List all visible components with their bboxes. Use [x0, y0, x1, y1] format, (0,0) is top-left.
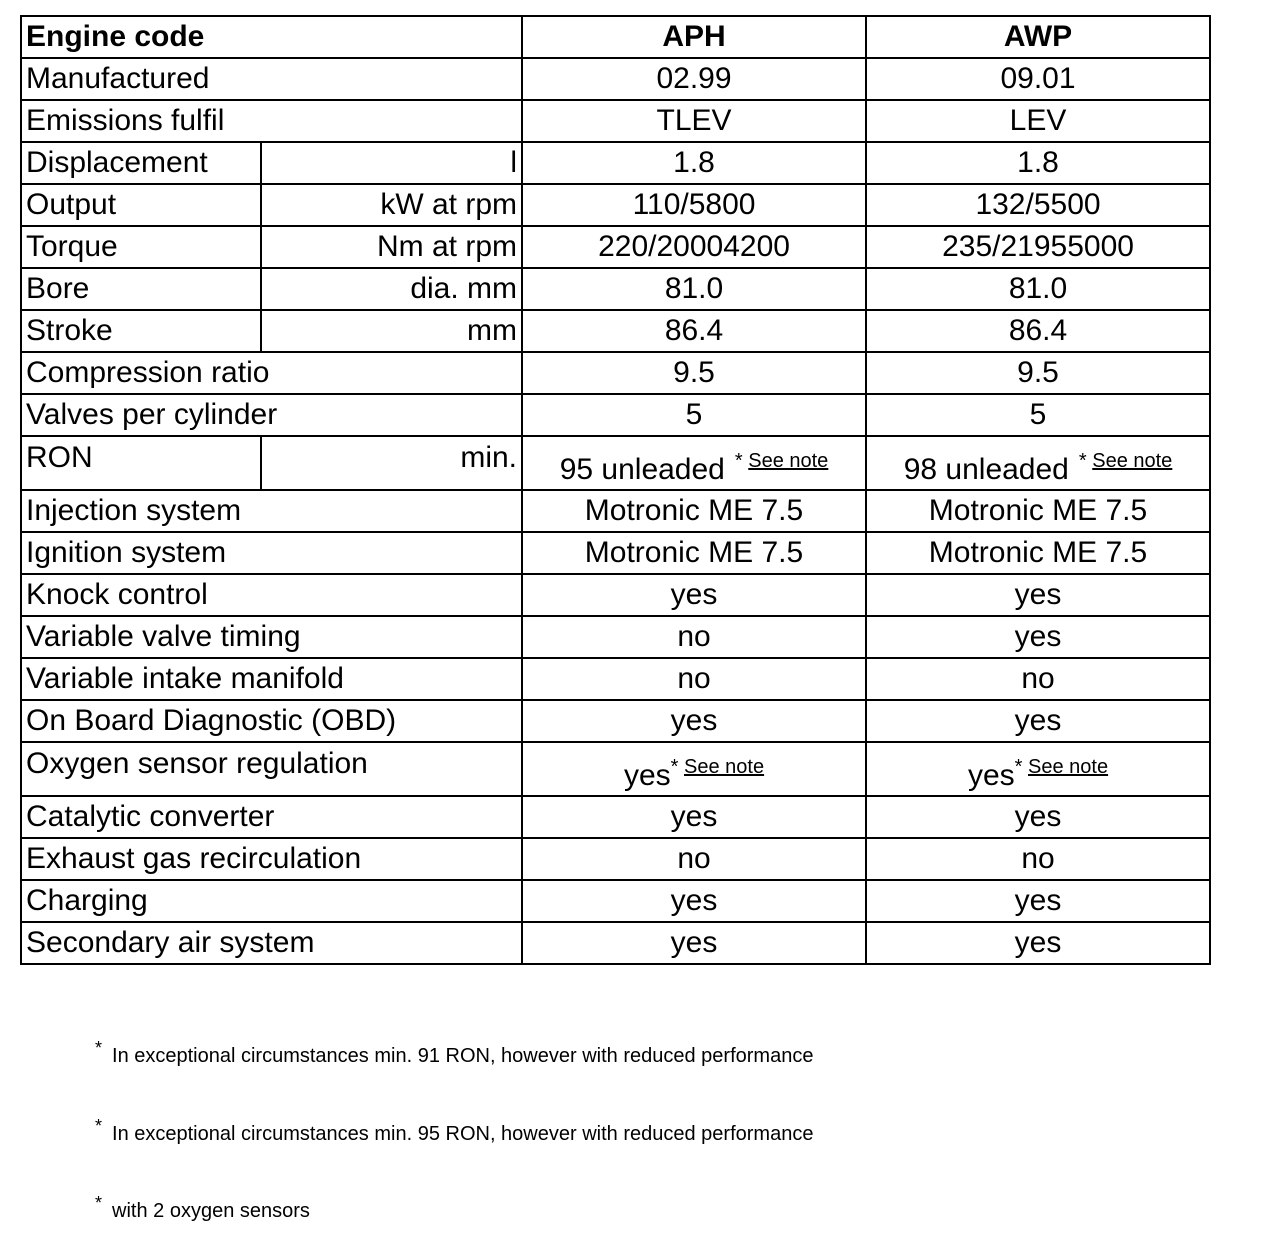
footnote-1: [95, 1038, 814, 1068]
value-text: yes: [967, 759, 1015, 792]
row-label: Secondary air system: [21, 922, 522, 964]
row-label: Charging: [21, 880, 522, 922]
value-awp: yes: [866, 574, 1210, 616]
value-awp: no: [866, 838, 1210, 880]
value-awp: 132/5500: [866, 184, 1210, 226]
table-row: [21, 100, 1210, 142]
note-reference: [1079, 450, 1172, 472]
row-label: Knock control: [21, 574, 522, 616]
value-awp: yes: [866, 796, 1210, 838]
value-aph: 86.4: [522, 310, 866, 352]
row-label: Output: [21, 184, 261, 226]
value-awp: yes: [866, 616, 1210, 658]
row-label: Compression ratio: [21, 352, 522, 394]
value-awp: 09.01: [866, 58, 1210, 100]
row-label: Displacement: [21, 142, 261, 184]
value-awp: yes: [866, 880, 1210, 922]
row-label: Stroke: [21, 310, 261, 352]
row-label: On Board Diagnostic (OBD): [21, 700, 522, 742]
header-label: Engine code: [21, 16, 522, 58]
value-awp: 81.0: [866, 268, 1210, 310]
row-label: Bore: [21, 268, 261, 310]
value-awp: yes: [866, 922, 1210, 964]
table-row: [21, 352, 1210, 394]
value-awp: 86.4: [866, 310, 1210, 352]
footnote-marker: *: [95, 1038, 103, 1058]
value-awp: 5: [866, 394, 1210, 436]
table-row: [21, 268, 1210, 310]
footnote-text: with 2 oxygen sensors: [112, 1200, 310, 1222]
header-row: [21, 16, 1210, 58]
value-awp: Motronic ME 7.5: [866, 532, 1210, 574]
value-awp: no: [866, 658, 1210, 700]
table-row: [21, 394, 1210, 436]
value-awp: yes: [866, 700, 1210, 742]
value-aph: yes: [522, 880, 866, 922]
value-aph: [522, 436, 866, 490]
table-row: [21, 922, 1210, 964]
table-row: [21, 742, 1210, 796]
value-aph: 110/5800: [522, 184, 866, 226]
table-row: [21, 658, 1210, 700]
row-label: Torque: [21, 226, 261, 268]
engine-spec-table: [20, 15, 1211, 965]
table-row: [21, 700, 1210, 742]
see-note-label: See note: [748, 450, 829, 472]
note-reference: [735, 450, 828, 472]
row-unit: l: [261, 142, 522, 184]
table-row: [21, 880, 1210, 922]
row-label: Variable valve timing: [21, 616, 522, 658]
value-aph: yes: [522, 796, 866, 838]
value-aph: TLEV: [522, 100, 866, 142]
value-text: 95 unleaded: [559, 453, 725, 486]
value-aph: no: [522, 616, 866, 658]
footnote-marker: *: [95, 1193, 103, 1213]
value-aph: [522, 742, 866, 796]
row-label: Manufactured: [21, 58, 522, 100]
table-row: [21, 838, 1210, 880]
value-awp: [866, 742, 1210, 796]
footnote-3: [95, 1193, 310, 1223]
table-row: [21, 58, 1210, 100]
value-awp: 235/21955000: [866, 226, 1210, 268]
value-aph: yes: [522, 574, 866, 616]
row-label: Variable intake manifold: [21, 658, 522, 700]
row-unit: kW at rpm: [261, 184, 522, 226]
note-asterisk: *: [1014, 756, 1023, 778]
value-aph: 1.8: [522, 142, 866, 184]
value-text: yes: [623, 759, 671, 792]
footnote-2: [95, 1116, 814, 1146]
table-row: [21, 310, 1210, 352]
table-row: [21, 142, 1210, 184]
row-unit: dia. mm: [261, 268, 522, 310]
value-awp: [866, 436, 1210, 490]
table-row: [21, 796, 1210, 838]
note-asterisk: *: [670, 756, 679, 778]
note-reference: [1015, 756, 1108, 778]
row-label: Exhaust gas recirculation: [21, 838, 522, 880]
table-row: [21, 574, 1210, 616]
row-label: RON: [21, 436, 261, 490]
row-label: Ignition system: [21, 532, 522, 574]
note-reference: [671, 756, 764, 778]
row-unit: min.: [261, 436, 522, 490]
value-aph: 02.99: [522, 58, 866, 100]
header-col-awp: AWP: [866, 16, 1210, 58]
table-row: [21, 226, 1210, 268]
value-aph: 81.0: [522, 268, 866, 310]
see-note-label: See note: [1028, 756, 1109, 778]
note-asterisk: *: [1078, 450, 1087, 472]
table-row: [21, 616, 1210, 658]
table-row: [21, 436, 1210, 490]
value-aph: yes: [522, 700, 866, 742]
table-row: [21, 532, 1210, 574]
table-row: [21, 490, 1210, 532]
value-awp: LEV: [866, 100, 1210, 142]
value-aph: Motronic ME 7.5: [522, 532, 866, 574]
value-aph: 9.5: [522, 352, 866, 394]
value-awp: 1.8: [866, 142, 1210, 184]
value-aph: 5: [522, 394, 866, 436]
footnote-marker: *: [95, 1116, 103, 1136]
see-note-label: See note: [1092, 450, 1173, 472]
row-label: Oxygen sensor regulation: [21, 742, 522, 796]
see-note-label: See note: [684, 756, 765, 778]
footnote-text: In exceptional circumstances min. 91 RON, however with reduced performance: [112, 1045, 814, 1067]
value-awp: Motronic ME 7.5: [866, 490, 1210, 532]
row-label: Injection system: [21, 490, 522, 532]
row-label: Catalytic converter: [21, 796, 522, 838]
value-aph: Motronic ME 7.5: [522, 490, 866, 532]
value-aph: no: [522, 838, 866, 880]
row-label: Valves per cylinder: [21, 394, 522, 436]
value-text: 98 unleaded: [903, 453, 1069, 486]
value-aph: yes: [522, 922, 866, 964]
note-asterisk: *: [734, 450, 743, 472]
footnote-text: In exceptional circumstances min. 95 RON, however with reduced performance: [112, 1123, 814, 1145]
value-aph: no: [522, 658, 866, 700]
row-unit: Nm at rpm: [261, 226, 522, 268]
value-aph: 220/20004200: [522, 226, 866, 268]
row-unit: mm: [261, 310, 522, 352]
value-awp: 9.5: [866, 352, 1210, 394]
row-label: Emissions fulfil: [21, 100, 522, 142]
table-row: [21, 184, 1210, 226]
header-col-aph: APH: [522, 16, 866, 58]
